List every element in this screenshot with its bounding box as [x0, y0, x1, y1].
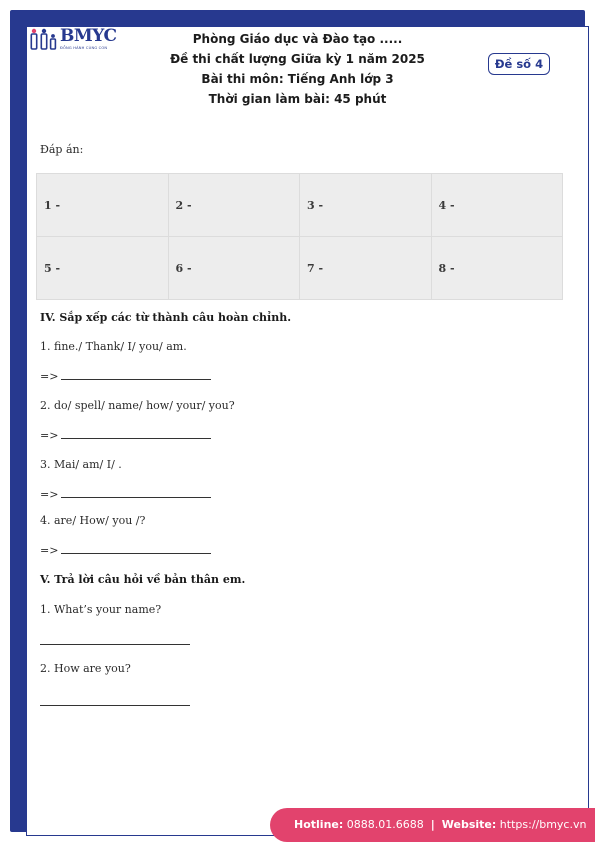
blank-line: [40, 705, 190, 706]
answer-cell: 3 -: [300, 174, 432, 237]
blank-line: [61, 553, 211, 554]
family-icon: [30, 28, 58, 50]
logo-tagline: ĐỒNG HÀNH CÙNG CON: [60, 46, 108, 50]
website-label: Website:: [441, 818, 497, 831]
arrow-text: =>: [40, 544, 59, 557]
question-item: 3. Mai/ am/ I/ .: [40, 458, 122, 471]
arrow-text: =>: [40, 488, 59, 501]
section-4-title: IV. Sắp xếp các từ thành câu hoàn chỉnh.: [40, 311, 292, 324]
answer-cell: 4 -: [431, 174, 563, 237]
table-row: [37, 237, 563, 300]
header-line-1: Phòng Giáo dục và Đào tạo .....: [192, 32, 403, 46]
blank-line: [40, 644, 190, 645]
exam-header: [120, 29, 475, 109]
website-link[interactable]: https://bmyc.vn: [499, 818, 587, 831]
logo-name: BMYC: [60, 26, 117, 46]
answer-line: [40, 370, 211, 383]
answer-table: [36, 173, 563, 300]
bmyc-logo: [30, 28, 117, 50]
answer-cell: 7 -: [300, 237, 432, 300]
header-line-2: Đề thi chất lượng Giữa kỳ 1 năm 2025: [170, 52, 425, 66]
answer-line: [40, 544, 211, 557]
arrow-text: =>: [40, 429, 59, 442]
table-row: [37, 174, 563, 237]
answer-line: [40, 488, 211, 501]
question-item: 2. do/ spell/ name/ how/ your/ you?: [40, 399, 235, 412]
blank-line: [61, 438, 211, 439]
question-item: 2. How are you?: [40, 662, 131, 675]
answer-cell: 1 -: [37, 174, 169, 237]
arrow-text: =>: [40, 370, 59, 383]
header-line-4: Thời gian làm bài: 45 phút: [208, 92, 387, 106]
question-item: 1. fine./ Thank/ I/ you/ am.: [40, 340, 187, 353]
hotline-label: Hotline:: [294, 818, 344, 831]
exam-number-badge: Đề số 4: [488, 53, 550, 75]
answer-cell: 8 -: [431, 237, 563, 300]
section-5-title: V. Trả lời câu hỏi về bản thân em.: [40, 573, 246, 586]
header-line-3: Bài thi môn: Tiếng Anh lớp 3: [201, 72, 394, 86]
answer-label: Đáp án:: [40, 143, 84, 156]
answer-cell: 2 -: [168, 174, 300, 237]
answer-line: [40, 429, 211, 442]
footer-contact-bar: [270, 808, 595, 842]
footer-separator: |: [430, 818, 435, 831]
blank-line: [61, 497, 211, 498]
answer-cell: 6 -: [168, 237, 300, 300]
question-item: 1. What’s your name?: [40, 603, 162, 616]
question-item: 4. are/ How/ you /?: [40, 514, 146, 527]
hotline-number[interactable]: 0888.01.6688: [346, 818, 424, 831]
blank-line: [61, 379, 211, 380]
answer-cell: 5 -: [37, 237, 169, 300]
